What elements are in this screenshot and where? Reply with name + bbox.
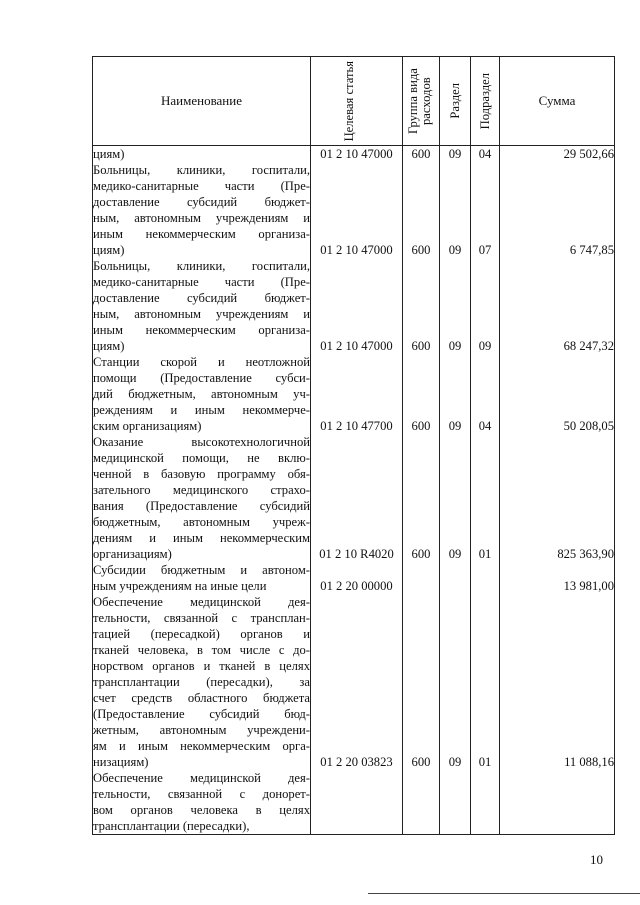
row-name-line: зательного медицинского страхо- <box>93 483 310 497</box>
row-section-value: 09 <box>448 755 462 769</box>
row-subsection-value: 01 <box>478 547 492 561</box>
row-expense-group-value: 600 <box>411 547 431 561</box>
row-target-article-value: 01 2 10 47700 <box>320 419 393 433</box>
row-name-line: реждениям и иным некоммерче- <box>93 403 310 417</box>
table-row <box>93 562 615 594</box>
row-sum-value: 68 247,32 <box>563 339 614 353</box>
row-name-line: Обеспечение медицинской дея- <box>93 771 310 785</box>
row-subsection <box>471 770 500 835</box>
row-expense-group-value: 600 <box>411 147 431 161</box>
table-row <box>93 354 615 434</box>
row-sum <box>500 162 615 258</box>
footer-divider <box>368 893 640 894</box>
row-name <box>93 770 311 835</box>
row-name <box>93 434 311 562</box>
table-row <box>93 594 615 770</box>
header-name: Наименование <box>93 57 311 146</box>
row-name-line: счет средств областного бюджета <box>93 691 310 705</box>
row-name-line: бюджетным, автономным учреж- <box>93 515 310 529</box>
row-name <box>93 594 311 770</box>
row-expense-group <box>403 258 440 354</box>
row-section <box>440 594 471 770</box>
budget-table <box>92 56 615 835</box>
row-name-line: иным некоммерческим организа- <box>93 323 310 337</box>
row-sum <box>500 354 615 434</box>
row-name-line: ям и иным некоммерческим орга- <box>93 739 310 753</box>
row-name-line: помощи (Предоставление субси- <box>93 371 310 385</box>
row-target-article <box>311 258 403 354</box>
row-target-article-value: 01 2 10 47000 <box>320 339 393 353</box>
row-name-line: доставление субсидий бюджет- <box>93 291 310 305</box>
row-sum <box>500 146 615 163</box>
row-name-line: (Предоставление субсидий бюд- <box>93 707 310 721</box>
row-sum <box>500 770 615 835</box>
row-expense-group-value: 600 <box>411 243 431 257</box>
row-sum <box>500 594 615 770</box>
row-name <box>93 258 311 354</box>
row-expense-group <box>403 434 440 562</box>
row-name-line: циям) <box>93 243 125 257</box>
row-section-value: 09 <box>448 243 462 257</box>
row-expense-group <box>403 354 440 434</box>
row-name-line: ченной в базовую программу обя- <box>93 467 310 481</box>
row-name <box>93 162 311 258</box>
row-section-value: 09 <box>448 547 462 561</box>
row-section <box>440 770 471 835</box>
row-name-line: Больницы, клиники, госпитали, <box>93 259 310 273</box>
header-expense-group: Группа вида расходов <box>403 57 440 146</box>
row-section <box>440 162 471 258</box>
row-target-article <box>311 562 403 594</box>
table-row <box>93 434 615 562</box>
row-target-article <box>311 594 403 770</box>
row-name-line: ским организациям) <box>93 419 202 433</box>
row-name-line: иным некоммерческим организа- <box>93 227 310 241</box>
row-name-line: низациям) <box>93 755 149 769</box>
row-target-article <box>311 162 403 258</box>
row-subsection <box>471 594 500 770</box>
row-name-line: медико-санитарные части (Пре- <box>93 179 310 193</box>
row-name <box>93 354 311 434</box>
row-name-line: трансплантации (пересадки), за <box>93 675 310 689</box>
row-expense-group-value: 600 <box>411 339 431 353</box>
row-name-line: Субсидии бюджетным и автоном- <box>93 563 310 577</box>
row-target-article <box>311 434 403 562</box>
row-name-line: тканей человека, в том числе с до- <box>93 643 310 657</box>
row-expense-group-value: 600 <box>411 755 431 769</box>
row-name-line: циям) <box>93 147 125 161</box>
row-name-line: ным учреждениям на иные цели <box>93 579 267 593</box>
row-name-line: жетным, автономным учреждени- <box>93 723 310 737</box>
row-name-line: медико-санитарные части (Пре- <box>93 275 310 289</box>
row-name-line: тельности, связанной с трансплан- <box>93 611 310 625</box>
row-name-line: дий бюджетным, автономным уч- <box>93 387 310 401</box>
row-sum-value: 825 363,90 <box>557 547 614 561</box>
row-section <box>440 258 471 354</box>
row-expense-group <box>403 162 440 258</box>
row-sum-value: 11 088,16 <box>564 755 614 769</box>
header-target-article: Целевая статья <box>311 57 403 146</box>
row-name-line: ным, автономным учреждениям и <box>93 307 310 321</box>
row-section-value: 09 <box>448 419 462 433</box>
table-header-row <box>93 57 615 146</box>
row-name-line: трансплантации (пересадки), <box>93 819 250 833</box>
row-subsection-value: 01 <box>478 755 492 769</box>
row-sum <box>500 562 615 594</box>
row-name-line: доставление субсидий бюджет- <box>93 195 310 209</box>
row-section <box>440 434 471 562</box>
row-name-line: вания (Предоставление субсидий <box>93 499 310 513</box>
row-target-article-value: 01 2 10 47000 <box>320 147 393 161</box>
row-subsection-value: 09 <box>478 339 492 353</box>
header-sum: Сумма <box>500 57 615 146</box>
row-target-article-value: 01 2 10 R4020 <box>319 547 394 561</box>
row-subsection <box>471 434 500 562</box>
row-name <box>93 146 311 163</box>
row-name-line: медицинской помощи, не вклю- <box>93 451 310 465</box>
header-section: Раздел <box>440 57 471 146</box>
row-target-article <box>311 770 403 835</box>
row-name-line: Станции скорой и неотложной <box>93 355 310 369</box>
row-name-line: циям) <box>93 339 125 353</box>
row-subsection <box>471 354 500 434</box>
row-sum-value: 6 747,85 <box>569 243 614 257</box>
row-name-line: организациям) <box>93 547 172 561</box>
row-expense-group <box>403 594 440 770</box>
row-expense-group <box>403 770 440 835</box>
row-name-line: Обеспечение медицинской дея- <box>93 595 310 609</box>
row-sum-value: 13 981,00 <box>563 579 614 593</box>
row-sum-value: 29 502,66 <box>563 147 614 161</box>
row-name-line: тельности, связанной с донорет- <box>93 787 310 801</box>
row-subsection-value: 07 <box>478 243 492 257</box>
table-body <box>93 146 615 835</box>
row-expense-group <box>403 562 440 594</box>
row-target-article-value: 01 2 20 00000 <box>320 579 393 593</box>
row-section-value: 09 <box>448 339 462 353</box>
row-subsection-value: 04 <box>478 419 492 433</box>
row-section <box>440 354 471 434</box>
row-expense-group <box>403 146 440 163</box>
row-sum-value: 50 208,05 <box>563 419 614 433</box>
header-subsection: Подраздел <box>471 57 500 146</box>
row-target-article-value: 01 2 10 47000 <box>320 243 393 257</box>
row-target-article-value: 01 2 20 03823 <box>320 755 393 769</box>
row-section <box>440 146 471 163</box>
row-name-line: вом органов человека в целях <box>93 803 310 817</box>
row-name-line: Оказание высокотехнологичной <box>93 435 310 449</box>
row-subsection <box>471 146 500 163</box>
row-subsection <box>471 562 500 594</box>
row-subsection <box>471 258 500 354</box>
table-row <box>93 146 615 163</box>
table-row <box>93 770 615 835</box>
row-name-line: норством органов и тканей в целях <box>93 659 310 673</box>
row-name-line: Больницы, клиники, госпитали, <box>93 163 310 177</box>
row-subsection-value: 04 <box>478 147 492 161</box>
row-sum <box>500 258 615 354</box>
row-section-value: 09 <box>448 147 462 161</box>
page-number: 10 <box>590 852 603 867</box>
row-name <box>93 562 311 594</box>
row-name-line: тацией (пересадкой) органов и <box>93 627 310 641</box>
row-name-line: дениям и иным некоммерческим <box>93 531 310 545</box>
row-sum <box>500 434 615 562</box>
table-row <box>93 258 615 354</box>
row-target-article <box>311 146 403 163</box>
table-row <box>93 162 615 258</box>
row-section <box>440 562 471 594</box>
row-target-article <box>311 354 403 434</box>
row-name-line: ным, автономным учреждениям и <box>93 211 310 225</box>
row-expense-group-value: 600 <box>411 419 431 433</box>
row-subsection <box>471 162 500 258</box>
